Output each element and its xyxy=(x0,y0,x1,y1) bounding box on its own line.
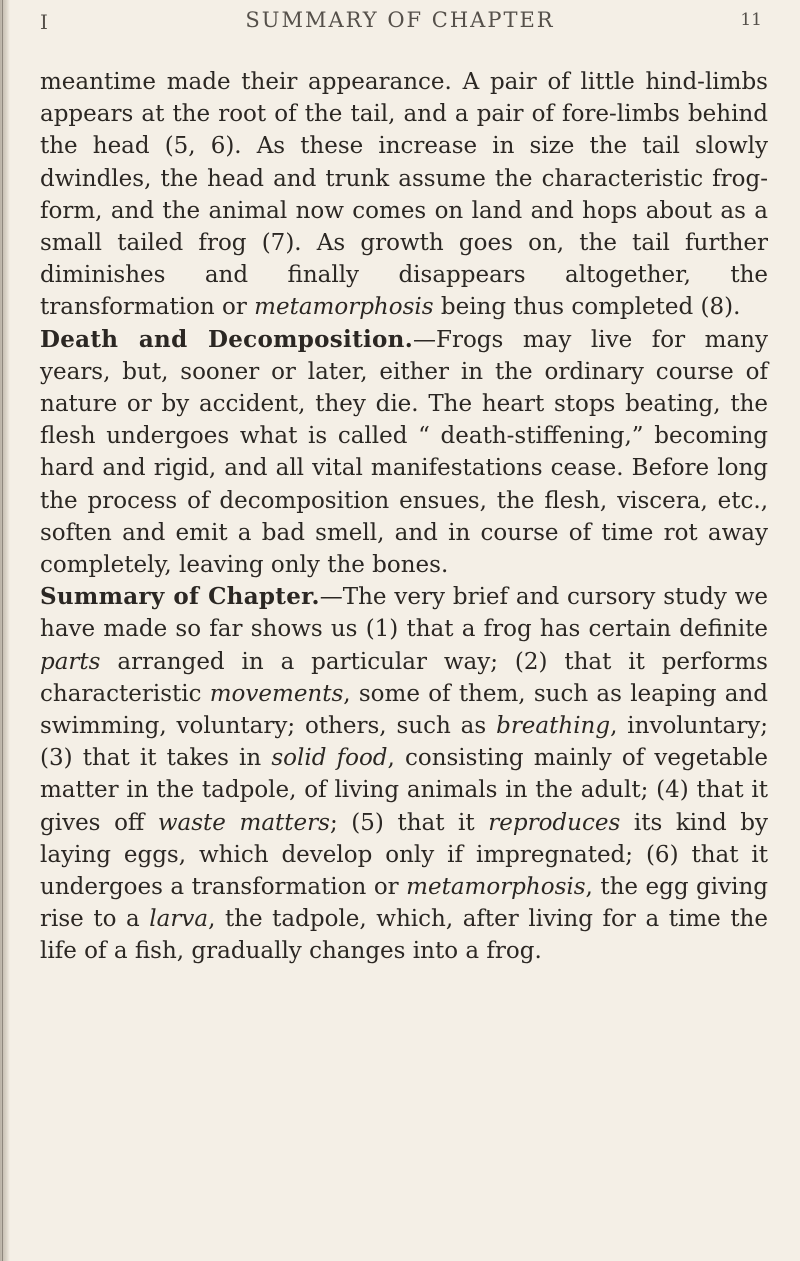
paragraph-text: ; (5) that it xyxy=(329,809,489,836)
section-heading: Summary of Chapter. xyxy=(40,583,320,611)
paragraph-text: , the tadpole, which, after living for a time the life of a fish, gradually changes into a frog. xyxy=(40,906,768,965)
paragraph-death-decomposition xyxy=(40,324,768,582)
emphasis-term: larva xyxy=(149,906,209,933)
running-head-title: SUMMARY OF CHAPTER xyxy=(245,8,555,32)
paragraph-text: , involuntary; (3) that it takes in xyxy=(40,713,768,772)
emphasis-term: metamorphosis xyxy=(254,294,434,321)
body-text xyxy=(40,66,768,968)
paragraph-text: , some of them, such as leaping and swimming, voluntary; others, such as xyxy=(40,680,769,740)
emphasis-term: waste matters xyxy=(157,809,330,836)
paragraph-text: , the egg giving rise to a xyxy=(40,874,768,933)
emphasis-term: breathing xyxy=(496,713,611,740)
emphasis-term: parts xyxy=(40,648,101,675)
running-head xyxy=(0,4,800,44)
emphasis-term: metamorphosis xyxy=(406,874,586,901)
paragraph-summary xyxy=(40,581,768,967)
paragraph-text: , consisting mainly of vegetable matter in the tadpole, of living animals in the adult; (4) that it gives off xyxy=(40,745,768,836)
paragraph-text: meantime made their appearance. A pair of little hind-limbs appears at the root of the tail, and a pair of fore-limbs behind the head (5, 6). As these increase in size the tail slowly dwindles, the head and trunk assume the characteristic frog-form, and the animal now comes on land and hops about as a small tailed frog (7). As growth goes on, the tail further diminishes and finally disappears altogether, the transformation or xyxy=(40,69,768,321)
paragraph-text: —Frogs may live for many years, but, sooner or later, either in the ordinary course of nature or by accident, they die. The heart stops beating, the flesh undergoes what is called “ death-stiffening,” becoming hard and rigid, and all vital manifestations cease. Before long the process of decomposition ensues, the flesh, viscera, etc., soften and emit a bad smell, and in course of time rot away completely, leaving only the bones. xyxy=(40,326,768,579)
page-number: 11 xyxy=(740,10,762,30)
paragraph-text: being thus completed (8). xyxy=(433,294,741,321)
section-heading: Death and Decomposition. xyxy=(40,325,413,353)
running-head-marker: I xyxy=(40,10,48,34)
paragraph-text: arranged in a particular way; (2) that it performs characteristic xyxy=(40,648,768,707)
paragraph-metamorphosis xyxy=(40,66,768,324)
emphasis-term: solid food xyxy=(271,745,388,772)
paragraph-text: —The very brief and cursory study we have made so far shows us (1) that a frog has certain definite xyxy=(40,584,768,643)
paragraph-text: its kind by laying eggs, which develop only if impregnated; (6) that it undergoes a transformation or xyxy=(40,809,768,901)
emphasis-term: movements xyxy=(209,680,344,707)
page-gutter-line xyxy=(2,0,3,1261)
emphasis-term: reproduces xyxy=(488,809,621,836)
